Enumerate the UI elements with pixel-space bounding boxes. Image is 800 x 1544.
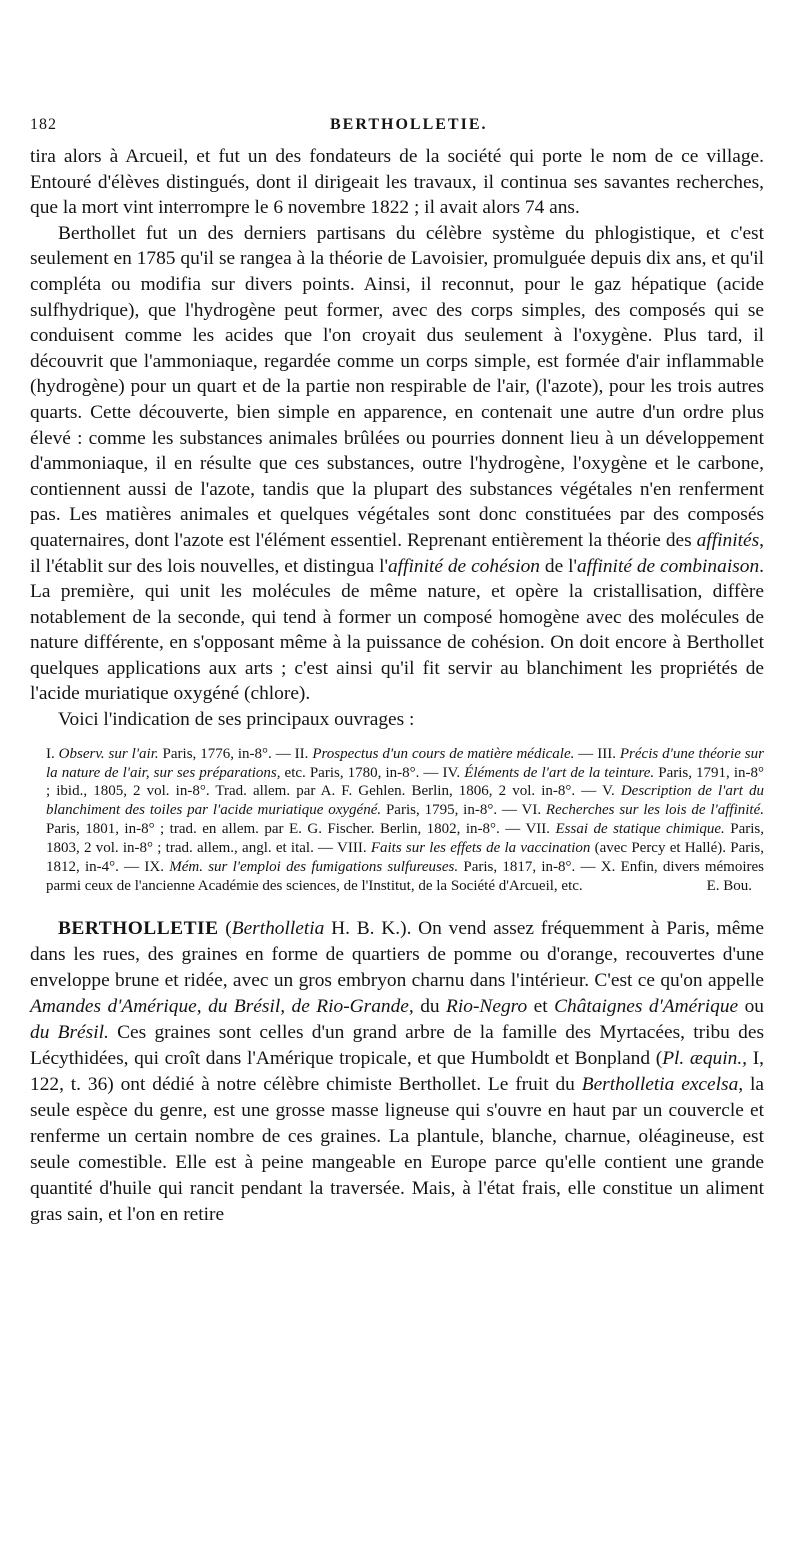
biblio-title: Faits sur les effets de la vaccination (370, 840, 591, 857)
italic-term: affinité de combinaison (577, 555, 760, 577)
italic-term: Rio-Negro (446, 995, 528, 1017)
entry-text: Ces graines sont celles d'un grand arbre de la famille des Myrtacées, tribu des Lécythidées, qui croît dans l'Amérique tropicale, et que Humboldt et Bonpland ( (30, 1021, 765, 1069)
page-number: 182 (30, 116, 57, 133)
biblio-title: Précis d'une théorie sur la nature de l'air, sur ses préparations, (46, 745, 764, 781)
biblio-text: Paris, 1776, in-8°. — II. (158, 745, 313, 762)
biblio-text: Paris, 1803, 2 vol. in-8° ; trad. allem., angl. et ital. — VIII. (46, 821, 764, 857)
biblio-text: I. (46, 745, 59, 762)
entry-text: du (413, 995, 447, 1017)
text-run: Berthollet fut un des derniers partisans du célèbre système du phlogistique, et c'est seulement en 1785 qu'il se rangea à la théorie de Lavoisier, promulguée depuis dix ans, et qu'il compléta ou modifia sur divers points. Ainsi, il reconnut, pour le gaz hépatique (acide sulfhydrique), que l'hydrogène peut former, avec des corps simples, des composés qui se conduisent comme les acides que l'on croyait dus seulement à l'oxygène. Plus tard, il découvrit que l'ammoniaque, regardée comme un corps simple, est formée d'air inflammable (hydrogène) pour un quart et de la partie non respirable de l'air, (l'azote), pour les trois autres quarts. Cette découverte, bien simple en apparence, en contenait une autre d'un ordre plus élevé : comme les substances animales brûlées ou pourries donnent lieu à un développement d'ammoniaque, il en résulte que ces substances, outre l'hydrogène, l'oxygène et le carbone, contiennent aussi de l'azote, tandis que la plupart des substances végétales n'en renferment pas. Les matières animales et quelques végétales sont donc constituées par des composés quaternaires, dont l'azote est l'élément essentiel. Reprenant entièrement la théorie des (30, 222, 764, 551)
paragraph-1: tira alors à Arcueil, et fut un des fondateurs de la société qui porte le nom de ce village. Entouré d'élèves distingués, dont il dirigeait les travaux, il continua ses savantes recherches, que la mort vint interrompre le 6 novembre 1822 ; il avait alors 74 ans. (30, 146, 764, 219)
biblio-title: Description de l'art du blanchiment des toiles par l'acide muriatique oxygéné. (46, 783, 764, 819)
entry-headword: BERTHOLLETIE (58, 917, 219, 939)
text-run: de l' (540, 555, 577, 577)
entry-text: ou (738, 995, 764, 1017)
italic-term: Bertholletia (231, 917, 325, 939)
biblio-text: Paris, 1791, in-8° ; ibid., 1805, 2 vol. in-8°. Trad. allem. par A. F. Gehlen. Berlin, 1806, 2 vol. in-8°. — V. (46, 764, 764, 800)
page-header (30, 116, 764, 136)
biblio-text: Paris, 1795, in-8°. — VI. (381, 802, 546, 819)
italic-term: du Brésil. (30, 1021, 109, 1043)
article-body (30, 144, 764, 733)
biblio-text: Paris, 1817, in-8°. — X. Enfin, divers mémoires parmi ceux de l'ancienne Académie des sciences, de l'Institut, de la Société d'Arcueil, etc. (46, 859, 764, 894)
text-run: , il l'établit sur des lois nouvelles, et distingua l' (30, 529, 764, 577)
paragraph-3: Voici l'indication de ses principaux ouvrages : (58, 709, 415, 731)
italic-term: Pl. æquin., (662, 1047, 748, 1069)
entry-text: I, 122, t. 36) ont dédié à notre célèbre chimiste Berthollet. Le fruit du (30, 1047, 764, 1095)
text-run: . La première, qui unit les molécules de même nature, et opère la cristallisation, diffère notablement de la seconde, qui tend à former un composé homogène avec des molécules de nature différente, en s'opposant même à la puissance de cohésion. On doit encore à Berthollet quelques applications aux arts ; c'est ainsi qu'il fit servir au blanchiment les propriétés de l'acide muriatique oxygéné (chlore). (30, 555, 765, 705)
bibliography (30, 745, 764, 896)
biblio-title: Prospectus d'un cours de matière médicale. (312, 745, 575, 762)
biblio-text: etc. Paris, 1780, in-8°. — IV. (280, 764, 465, 781)
running-title: BERTHOLLETIE. (330, 116, 488, 133)
biblio-title: Mém. sur l'emploi des fumigations sulfureuses. (169, 859, 459, 876)
biblio-title: Observ. sur l'air. (58, 745, 159, 762)
biblio-title: Recherches sur les lois de l'affinité. (545, 802, 765, 819)
italic-term: affinité de cohésion (388, 555, 540, 577)
biblio-text: Paris, 1801, in-8° ; trad. en allem. par E. G. Fischer. Berlin, 1802, in-8°. — VII. (46, 821, 556, 838)
italic-term: Bertholletia excelsa, (581, 1073, 744, 1095)
entry-bertholletie (30, 916, 764, 1228)
entry-text: la seule espèce du genre, est une grosse masse ligneuse qui s'ouvre en haut par un couvercle et renferme un certain nombre de ces graines. La plantule, blanche, charnue, oléagineuse, est seule comestible. Elle est à peine mangeable en Europe parce qu'elle contient une grande quantité d'huile qui rancit pendant la traversée. Mais, à l'état frais, elle constitue un aliment gras sain, et l'on en retire (30, 1073, 764, 1225)
biblio-text: (avec Percy et Hallé). Paris, 1812, in-4°. — IX. (46, 840, 764, 876)
paragraph-2 (30, 221, 764, 707)
biblio-text: — III. (574, 745, 620, 762)
italic-term: Amandes d'Amérique, du Brésil, de Rio-Grande, (30, 995, 414, 1017)
biblio-title: Essai de statique chimique. (555, 821, 725, 838)
entry-text: H. B. K.). On vend assez fréquemment à Paris, même dans les rues, des graines en forme de quartiers de pomme ou d'orange, recouvertes d'une enveloppe brune et ridée, avec un gros embryon charnu dans l'intérieur. C'est ce qu'on appelle (30, 917, 764, 991)
entry-text: et (527, 995, 555, 1017)
italic-term: affinités (696, 529, 760, 551)
biblio-title: Éléments de l'art de la teinture. (464, 764, 655, 781)
italic-term: Châtaignes d'Amérique (554, 995, 739, 1017)
entry-text: ( (218, 917, 232, 939)
author-signature: E. Bou. (706, 877, 752, 894)
